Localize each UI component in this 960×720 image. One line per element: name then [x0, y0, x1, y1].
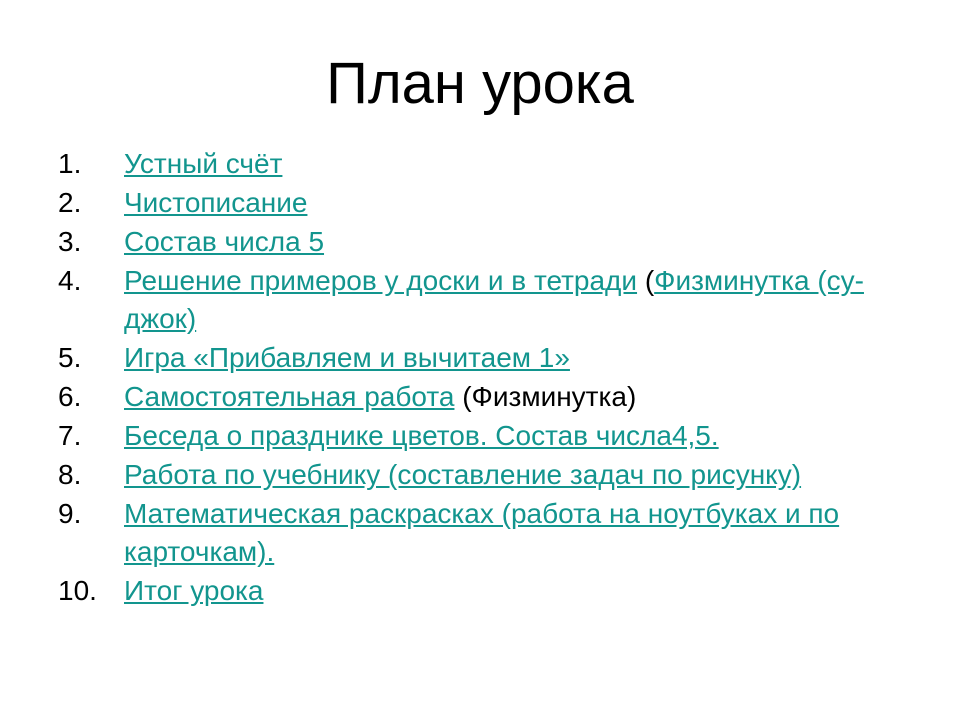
item-number: 5.	[58, 342, 82, 373]
lesson-link-itog-uroka[interactable]: Итог урока	[124, 575, 264, 606]
item-content	[124, 417, 934, 455]
list-item	[58, 223, 934, 261]
list-item	[58, 145, 934, 183]
item-content	[124, 262, 934, 338]
list-item	[58, 572, 934, 610]
item-content	[124, 184, 934, 222]
list-item	[58, 339, 934, 377]
list-item	[58, 417, 934, 455]
item-number: 9.	[58, 498, 82, 529]
item-number: 7.	[58, 420, 82, 451]
item-content	[124, 378, 934, 416]
item-content	[124, 339, 934, 377]
item-content	[124, 572, 934, 610]
item-number: 3.	[58, 226, 82, 257]
lesson-link-reshenie-primerov[interactable]: Решение примеров у доски и в тетради	[124, 265, 638, 296]
list-item	[58, 184, 934, 222]
lesson-link-matematicheskaya-raskraska[interactable]: Математическая раскрасках (работа на ноутбуках и по карточкам).	[124, 498, 840, 567]
item-content	[124, 495, 934, 571]
lesson-link-igra-pribavlyaem[interactable]: Игра «Прибавляем и вычитаем 1»	[124, 342, 570, 373]
item-content	[124, 456, 934, 494]
lesson-link-sostav-chisla-5[interactable]: Состав числа 5	[124, 226, 325, 257]
lesson-link-fizminutka-su-jok[interactable]: Физминутка (су-джок)	[124, 265, 864, 334]
item-number: 10.	[58, 575, 97, 606]
item-number: 8.	[58, 459, 82, 490]
item-number: 6.	[58, 381, 82, 412]
lesson-link-samostoyatelnaya-rabota[interactable]: Самостоятельная работа	[124, 381, 455, 412]
list-item	[58, 495, 934, 571]
slide-title: План урока	[326, 51, 634, 116]
list-item	[58, 262, 934, 338]
item-content	[124, 223, 934, 261]
lesson-link-beseda-o-prazdnike[interactable]: Беседа о празднике цветов. Состав числа4,5.	[124, 420, 719, 451]
list-item	[58, 378, 934, 416]
plain-text: (	[637, 265, 655, 296]
list-item	[58, 456, 934, 494]
lesson-link-rabota-po-uchebniku[interactable]: Работа по учебнику (составление задач по рисунку)	[124, 459, 802, 490]
item-content	[124, 145, 934, 183]
item-number: 4.	[58, 265, 82, 296]
lesson-plan-list	[58, 145, 934, 611]
lesson-link-ustny-schet[interactable]: Устный счёт	[124, 148, 283, 179]
item-number: 2.	[58, 187, 82, 218]
item-number: 1.	[58, 148, 82, 179]
plain-text: (Физминутка)	[454, 381, 637, 412]
lesson-link-chistopisanie[interactable]: Чистописание	[124, 187, 308, 218]
